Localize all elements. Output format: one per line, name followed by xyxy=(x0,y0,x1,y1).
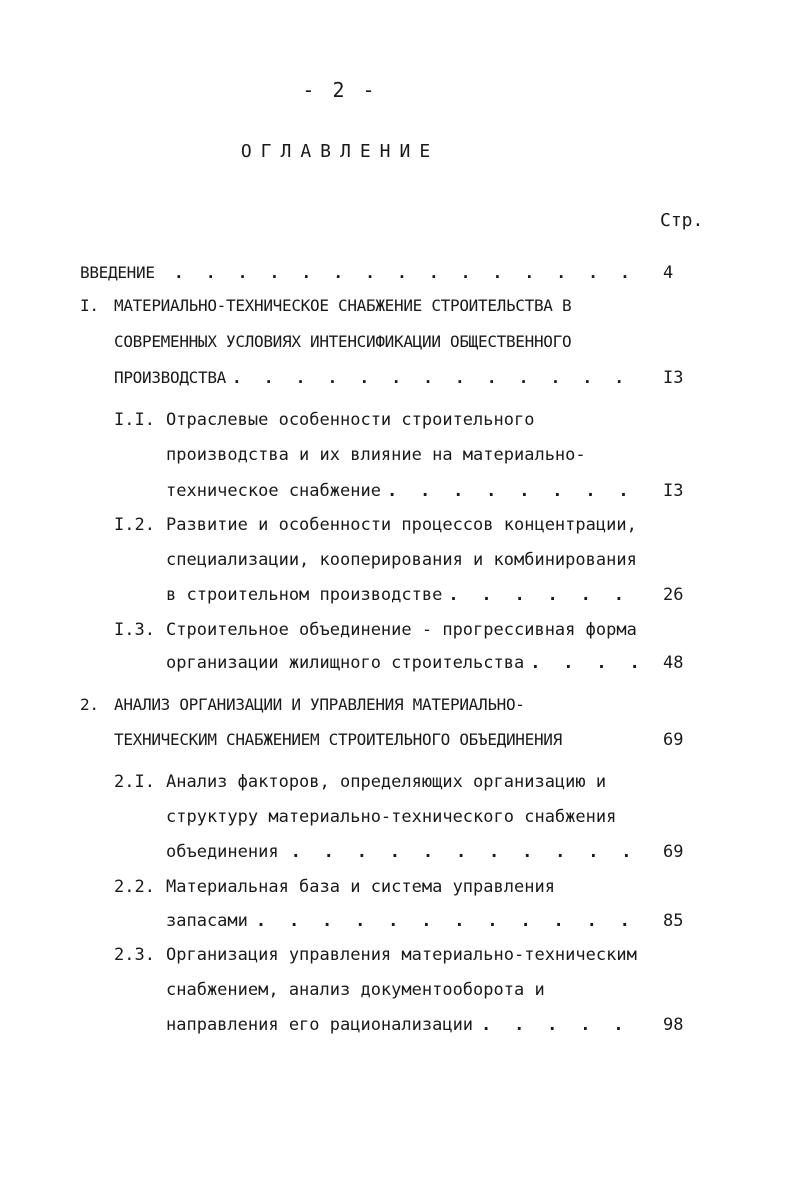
toc-leader-dots: . . . . . xyxy=(481,1015,630,1035)
toc-chapter-1-line3: ПРОИЗВОДСТВА . . . . . . . . . . . . . xyxy=(114,363,630,393)
toc-section-number: 2.3. xyxy=(114,945,155,965)
toc-leader-dots: . . . . . . . . xyxy=(386,481,635,501)
toc-section-2-1-line2: структуру материально-технического снабжения xyxy=(166,807,617,827)
toc-chapter-1-line1: I. МАТЕРИАЛЬНО-ТЕХНИЧЕСКОЕ СНАБЖЕНИЕ СТРОИТЕЛЬСТВА В xyxy=(80,291,571,321)
toc-leader-dots: . . . . xyxy=(530,653,646,673)
toc-page-number: 26 xyxy=(663,585,684,605)
toc-page-number: 48 xyxy=(663,653,684,673)
page-column-label: Стр. xyxy=(660,210,704,231)
toc-section-1-2-line1: I.2. Развитие и особенности процессов концентрации, xyxy=(114,510,637,540)
toc-leader-dots: . . . . . . . . . . . . . . . xyxy=(174,263,637,282)
toc-page-number: 69 xyxy=(663,730,684,750)
toc-section-1-1-line3: техническое снабжение . . . . . . . . xyxy=(166,476,635,506)
toc-section-number: 2.I. xyxy=(114,772,155,792)
toc-chapter-2-line2: ТЕХНИЧЕСКИМ СНАБЖЕНИЕМ СТРОИТЕЛЬНОГО ОБЪЕДИНЕНИЯ xyxy=(114,730,562,749)
toc-section-1-3-line2: организации жилищного строительства . . . . xyxy=(166,648,646,678)
toc-chapter-number: I. xyxy=(80,296,99,315)
toc-page-number: 98 xyxy=(663,1015,684,1035)
toc-section-1-1-line2: производства и их влияние на материально- xyxy=(166,445,586,465)
toc-section-number: I.I. xyxy=(114,410,155,430)
toc-section-1-2-line3: в строительном производстве . . . . . . xyxy=(166,580,630,610)
toc-section-2-2-line2: запасами . . . . . . . . . . . . xyxy=(166,906,636,936)
toc-leader-dots: . . . . . . . . . . . . . xyxy=(232,368,631,387)
toc-leader-dots: . . . . . . . . . . . xyxy=(290,842,638,862)
toc-entry-text: ВВЕДЕНИЕ xyxy=(80,263,155,282)
toc-section-number: 2.2. xyxy=(114,877,155,897)
toc-section-2-1-line3: объединения . . . . . . . . . . . xyxy=(166,837,638,867)
toc-section-1-3-line1: I.3. Строительное объединение - прогрессивная форма xyxy=(114,615,637,645)
toc-section-number: I.3. xyxy=(114,620,155,640)
toc-section-number: I.2. xyxy=(114,515,155,535)
toc-section-2-3-line2: снабжением, анализ документооборота и xyxy=(166,980,545,1000)
toc-entry-intro xyxy=(80,258,636,288)
toc-section-2-2-line1: 2.2. Материальная база и система управления xyxy=(114,872,555,902)
toc-leader-dots: . . . . . . xyxy=(448,585,631,605)
toc-section-2-3-line1: 2.3. Организация управления материально-техническим xyxy=(114,940,637,970)
toc-section-1-1-line1: I.I. Отраслевые особенности строительного xyxy=(114,405,534,435)
toc-section-1-2-line2: специализации, кооперирования и комбинирования xyxy=(166,550,637,570)
toc-page-number: I3 xyxy=(663,481,684,501)
toc-page-number: I3 xyxy=(663,368,684,388)
page-number: - 2 - xyxy=(302,78,378,102)
toc-chapter-2-line1: 2. АНАЛИЗ ОРГАНИЗАЦИИ И УПРАВЛЕНИЯ МАТЕРИАЛЬНО- xyxy=(80,690,525,720)
toc-section-2-3-line3: направления его рационализации . . . . . xyxy=(166,1010,630,1040)
toc-page-number: 85 xyxy=(663,911,684,931)
toc-section-2-1-line1: 2.I. Анализ факторов, определяющих организацию и xyxy=(114,767,606,797)
toc-leader-dots: . . . . . . . . . . . . xyxy=(255,911,637,931)
toc-chapter-1-line2: СОВРЕМЕННЫХ УСЛОВИЯХ ИНТЕНСИФИКАЦИИ ОБЩЕСТВЕННОГО xyxy=(114,332,572,351)
toc-page-number: 69 xyxy=(663,842,684,862)
toc-page-number: 4 xyxy=(663,263,674,283)
page-title: ОГЛАВЛЕНИЕ xyxy=(240,141,440,162)
toc-chapter-number: 2. xyxy=(80,695,99,714)
